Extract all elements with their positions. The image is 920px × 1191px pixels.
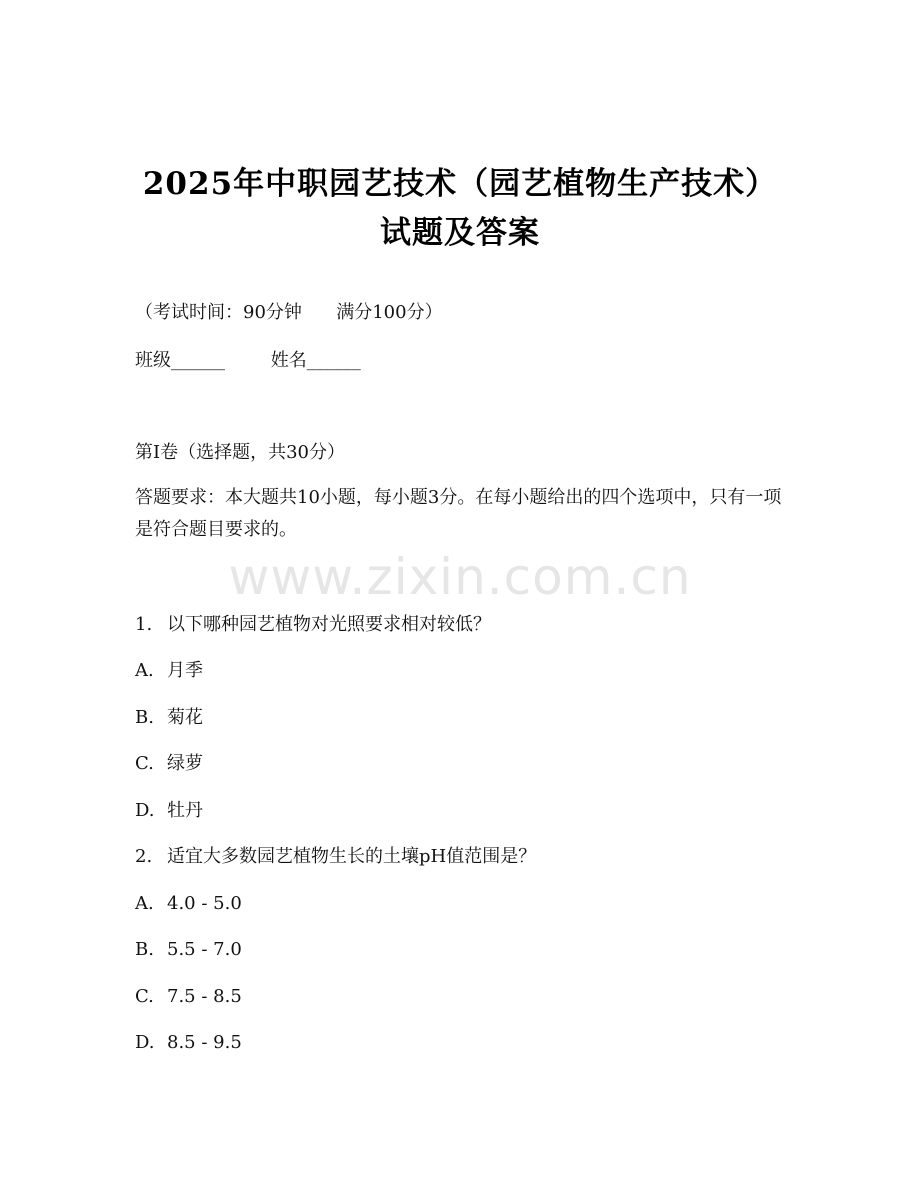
option-text: 8.5 - 9.5 [167,1032,242,1053]
option-letter: C. [135,986,154,1007]
option-text: 菊花 [167,707,203,728]
option-letter: B. [135,707,154,728]
exam-time-score: （考试时间：90分钟 满分100分） [135,302,443,323]
question-number: 1. [135,614,153,635]
option-text: 牡丹 [167,800,203,821]
question-2 [135,845,536,869]
section-requirement: 答题要求：本大题共10小题，每小题3分。在每小题给出的四个选项中，只有一项是符合题目要求的。 [135,487,782,540]
option-letter: D. [135,800,155,821]
question-1-option-a [135,659,203,683]
question-1-option-c [135,752,203,776]
question-1 [135,613,491,637]
option-letter: A. [135,893,154,914]
option-text: 7.5 - 8.5 [167,986,242,1007]
option-text: 月季 [167,660,203,681]
document-title-line2: 试题及答案 [380,215,540,251]
option-letter: B. [135,939,154,960]
option-text: 绿萝 [167,753,203,774]
option-text: 4.0 - 5.0 [167,893,242,914]
option-letter: A. [135,660,154,681]
option-text: 5.5 - 7.0 [167,939,242,960]
option-letter: D. [135,1032,155,1053]
question-text: 适宜大多数园艺植物生长的土壤pH值范围是？ [167,846,537,867]
question-text: 以下哪种园艺植物对光照要求相对较低？ [167,614,491,635]
document-title-line1: 2025年中职园艺技术（园艺植物生产技术） [142,166,778,202]
question-number: 2. [135,846,153,867]
option-letter: C. [135,753,154,774]
question-2-option-b [135,938,242,962]
section-heading: 第I卷（选择题，共30分） [135,442,346,463]
question-1-option-b [135,706,203,730]
question-2-option-c [135,985,242,1009]
question-1-option-d [135,799,203,823]
class-name-fields: 班级______ 姓名______ [135,350,361,371]
question-2-option-d [135,1031,242,1055]
watermark: www.zixin.com.cn [228,548,692,606]
question-2-option-a [135,892,242,916]
